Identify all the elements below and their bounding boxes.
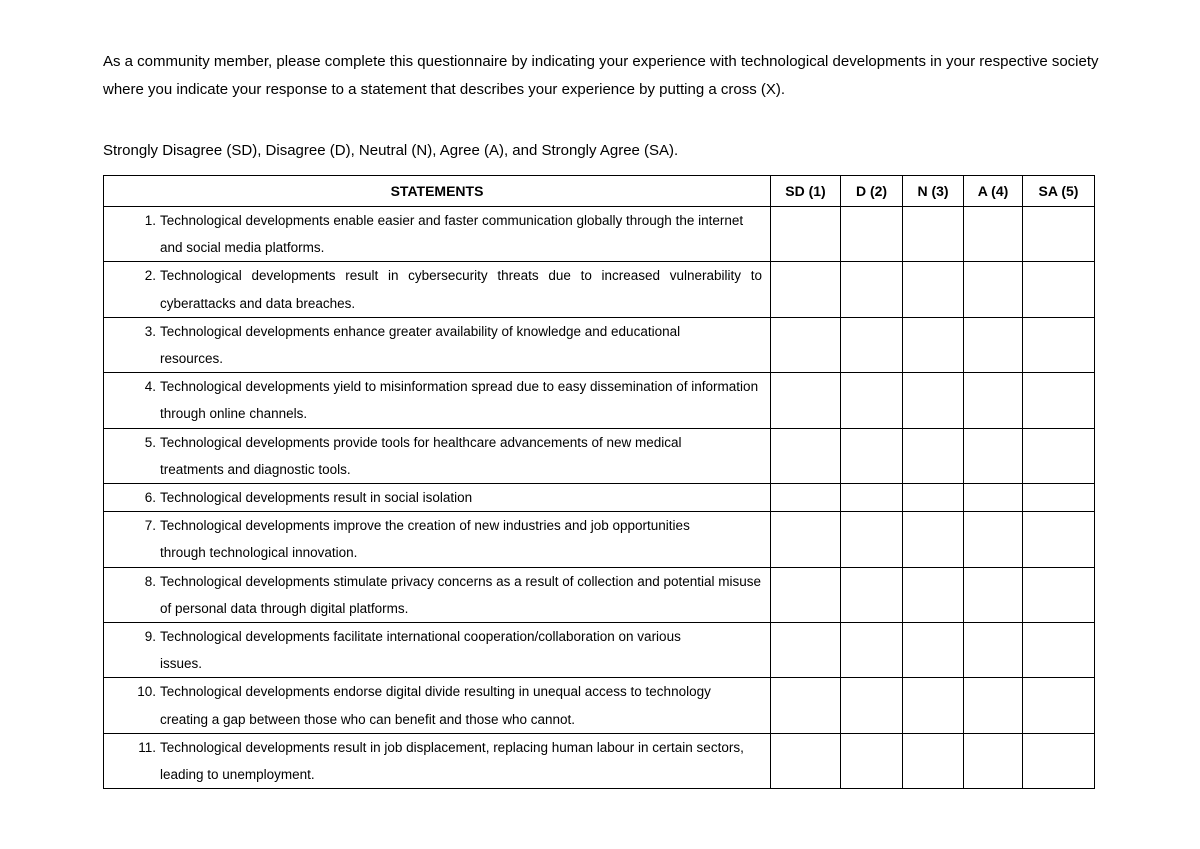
response-sa-cell[interactable] xyxy=(1023,484,1095,512)
response-a-cell[interactable] xyxy=(964,373,1023,428)
response-sd-cell[interactable] xyxy=(771,484,841,512)
table-row xyxy=(104,678,1095,733)
table-row xyxy=(104,512,1095,567)
response-sa-cell[interactable] xyxy=(1023,207,1095,262)
statement-text: Technological developments yield to misinformation spread due to easy dissemination of information through online channels. xyxy=(160,379,759,422)
response-d-cell[interactable] xyxy=(841,678,903,733)
response-sa-cell[interactable] xyxy=(1023,262,1095,317)
response-a-cell[interactable] xyxy=(964,484,1023,512)
response-n-cell[interactable] xyxy=(903,484,964,512)
statement-text: Technological developments provide tools for healthcare advancements of new medical treatments and diagnostic tools. xyxy=(160,434,682,477)
response-n-cell[interactable] xyxy=(903,733,964,788)
statement-text: Technological developments result in social isolation xyxy=(160,490,473,506)
table-row xyxy=(104,623,1095,678)
table-row xyxy=(104,733,1095,788)
statement-number: 8. xyxy=(144,573,156,589)
statement-number: 7. xyxy=(144,518,156,534)
response-d-cell[interactable] xyxy=(841,373,903,428)
response-d-cell[interactable] xyxy=(841,207,903,262)
response-n-cell[interactable] xyxy=(903,373,964,428)
response-n-cell[interactable] xyxy=(903,567,964,622)
table-row xyxy=(104,373,1095,428)
statement-text: Technological developments endorse digital divide resulting in unequal access to technology creating a gap between those who can benefit and those who cannot. xyxy=(160,684,711,727)
statement-number: 10. xyxy=(137,684,156,700)
response-n-cell[interactable] xyxy=(903,512,964,567)
response-sa-cell[interactable] xyxy=(1023,623,1095,678)
statement-cell xyxy=(104,733,771,788)
response-sa-cell[interactable] xyxy=(1023,567,1095,622)
table-header-row xyxy=(104,176,1095,207)
statement-number: 9. xyxy=(144,629,156,645)
header-agree: A (4) xyxy=(964,176,1023,207)
header-neutral: N (3) xyxy=(903,176,964,207)
statement-text: Technological developments facilitate international cooperation/collaboration on various issues. xyxy=(160,629,681,672)
table-row xyxy=(104,207,1095,262)
statement-number: 5. xyxy=(144,434,156,450)
instructions-paragraph: As a community member, please complete this questionnaire by indicating your experience with technological developments in your respective society where you indicate your response to a statement that describes your experience by putting a cross (X). xyxy=(103,53,1099,98)
response-sd-cell[interactable] xyxy=(771,373,841,428)
table-row xyxy=(104,484,1095,512)
statement-cell xyxy=(104,678,771,733)
header-disagree: D (2) xyxy=(841,176,903,207)
response-a-cell[interactable] xyxy=(964,207,1023,262)
statement-cell xyxy=(104,373,771,428)
response-a-cell[interactable] xyxy=(964,317,1023,372)
response-sd-cell[interactable] xyxy=(771,567,841,622)
statement-number: 4. xyxy=(144,379,156,395)
response-d-cell[interactable] xyxy=(841,623,903,678)
statement-number: 3. xyxy=(144,323,156,339)
response-a-cell[interactable] xyxy=(964,567,1023,622)
response-sd-cell[interactable] xyxy=(771,428,841,483)
header-strongly-agree: SA (5) xyxy=(1023,176,1095,207)
response-sa-cell[interactable] xyxy=(1023,428,1095,483)
response-n-cell[interactable] xyxy=(903,207,964,262)
response-d-cell[interactable] xyxy=(841,512,903,567)
response-sd-cell[interactable] xyxy=(771,733,841,788)
response-n-cell[interactable] xyxy=(903,678,964,733)
statement-number: 2. xyxy=(144,268,156,284)
response-sd-cell[interactable] xyxy=(771,207,841,262)
statement-cell xyxy=(104,428,771,483)
response-sd-cell[interactable] xyxy=(771,317,841,372)
response-d-cell[interactable] xyxy=(841,733,903,788)
response-d-cell[interactable] xyxy=(841,262,903,317)
response-a-cell[interactable] xyxy=(964,262,1023,317)
statement-number: 6. xyxy=(144,490,156,506)
response-n-cell[interactable] xyxy=(903,623,964,678)
response-d-cell[interactable] xyxy=(841,567,903,622)
statement-cell xyxy=(104,262,771,317)
response-sa-cell[interactable] xyxy=(1023,512,1095,567)
statement-cell xyxy=(104,317,771,372)
response-d-cell[interactable] xyxy=(841,484,903,512)
statement-text: Technological developments enhance greater availability of knowledge and educational resources. xyxy=(160,323,681,367)
table-row xyxy=(104,567,1095,622)
statement-number: 1. xyxy=(144,213,156,228)
statement-cell xyxy=(104,567,771,622)
questionnaire-table xyxy=(103,175,1095,789)
statement-number: 11. xyxy=(138,739,156,755)
header-statements: STATEMENTS xyxy=(104,176,771,207)
response-sa-cell[interactable] xyxy=(1023,678,1095,733)
response-sa-cell[interactable] xyxy=(1023,317,1095,372)
statement-text: Technological developments improve the creation of new industries and job opportunities through technological innovation. xyxy=(160,518,690,561)
response-a-cell[interactable] xyxy=(964,678,1023,733)
statement-text: Technological developments result in cybersecurity threats due to increased vulnerability to cyberattacks and data breaches. xyxy=(160,268,762,311)
header-strongly-disagree: SD (1) xyxy=(771,176,841,207)
statement-text: Technological developments enable easier and faster communication globally through the internet and social media platforms. xyxy=(160,213,744,256)
statement-cell xyxy=(104,623,771,678)
response-sa-cell[interactable] xyxy=(1023,733,1095,788)
response-sa-cell[interactable] xyxy=(1023,373,1095,428)
statement-cell xyxy=(104,484,771,512)
table-row xyxy=(104,317,1095,372)
response-a-cell[interactable] xyxy=(964,733,1023,788)
response-n-cell[interactable] xyxy=(903,262,964,317)
response-sd-cell[interactable] xyxy=(771,623,841,678)
response-d-cell[interactable] xyxy=(841,317,903,372)
response-n-cell[interactable] xyxy=(903,317,964,372)
statement-text: Technological developments result in job displacement, replacing human labour in certain sectors, leading to unemployment. xyxy=(160,739,744,783)
response-sd-cell[interactable] xyxy=(771,262,841,317)
statement-cell xyxy=(104,512,771,567)
response-a-cell[interactable] xyxy=(964,512,1023,567)
response-sd-cell[interactable] xyxy=(771,678,841,733)
response-n-cell[interactable] xyxy=(903,428,964,483)
statement-cell xyxy=(104,207,771,262)
table-row xyxy=(104,262,1095,317)
statement-text: Technological developments stimulate privacy concerns as a result of collection and potential misuse of personal data through digital platforms. xyxy=(160,573,762,616)
response-a-cell[interactable] xyxy=(964,428,1023,483)
table-row xyxy=(104,428,1095,483)
scale-legend: Strongly Disagree (SD), Disagree (D), Neutral (N), Agree (A), and Strongly Agree (SA). xyxy=(103,142,679,159)
response-sd-cell[interactable] xyxy=(771,512,841,567)
response-a-cell[interactable] xyxy=(964,623,1023,678)
response-d-cell[interactable] xyxy=(841,428,903,483)
